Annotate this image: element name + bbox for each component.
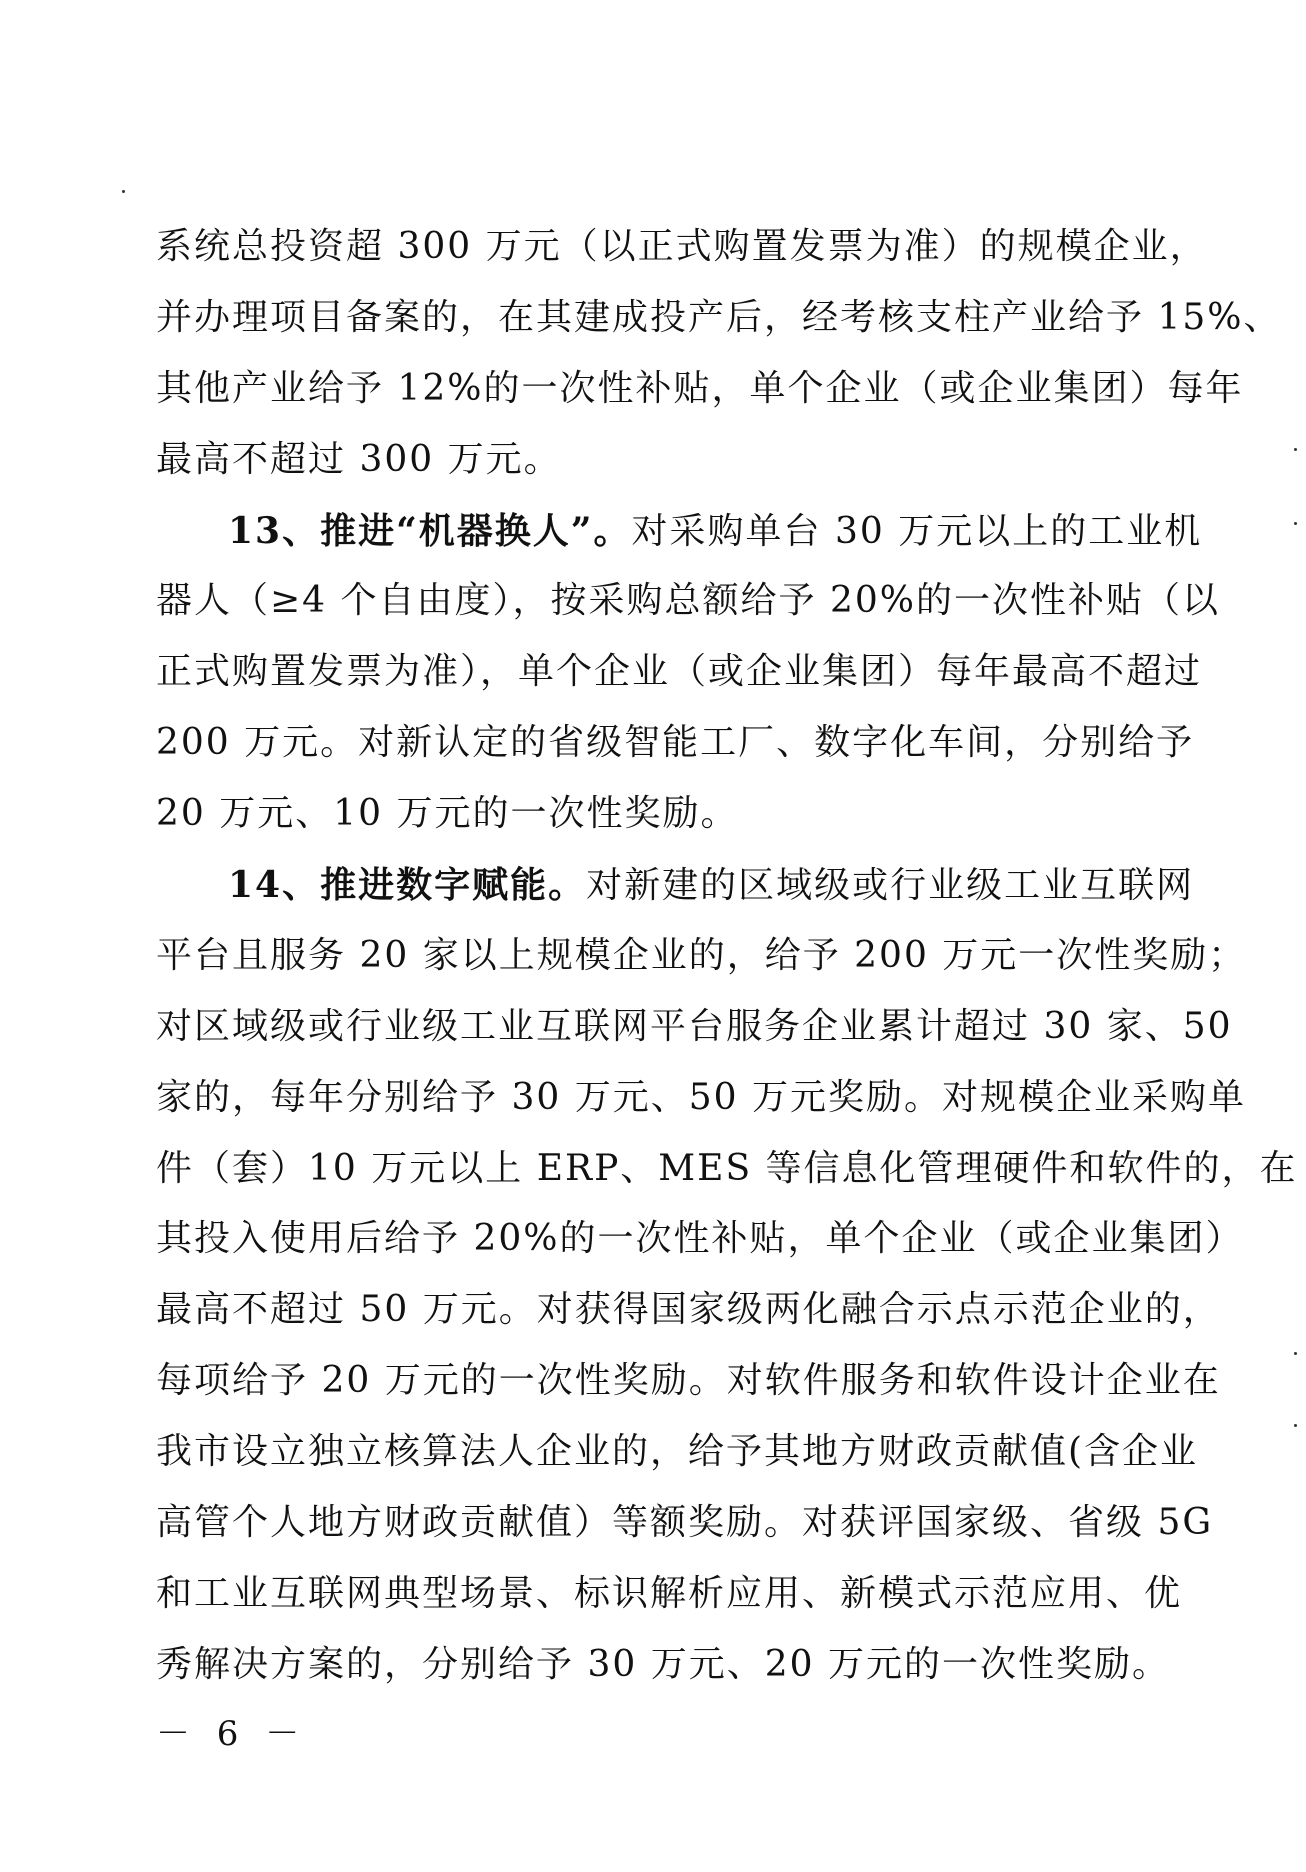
text-line: 高管个人地方财政贡献值）等额奖励。对获评国家级、省级 5G bbox=[156, 1502, 1214, 1544]
text-line: 平台且服务 20 家以上规模企业的，给予 200 万元一次性奖励； bbox=[156, 934, 1247, 976]
text-line: 20 万元、10 万元的一次性奖励。 bbox=[156, 793, 739, 835]
scan-speck bbox=[1294, 448, 1297, 451]
paragraph-14-first-line bbox=[156, 850, 1195, 921]
text-line: 我市设立独立核算法人企业的，给予其地方财政贡献值(含企业 bbox=[156, 1431, 1199, 1473]
text-line: 秀解决方案的，分别给予 30 万元、20 万元的一次性奖励。 bbox=[156, 1643, 1170, 1685]
paragraph-13-first-line bbox=[156, 496, 1203, 567]
text-line: 家的，每年分别给予 30 万元、50 万元奖励。对规模企业采购单 bbox=[156, 1076, 1246, 1118]
scan-speck bbox=[1294, 1352, 1297, 1355]
scan-speck bbox=[122, 190, 125, 193]
scan-speck bbox=[1294, 522, 1297, 525]
text-run: 对采购单台 30 万元以上的工业机 bbox=[631, 510, 1203, 552]
text-line: 最高不超过 50 万元。对获得国家级两化融合示点示范企业的， bbox=[156, 1289, 1221, 1331]
text-line: 每项给予 20 万元的一次性奖励。对软件服务和软件设计企业在 bbox=[156, 1360, 1221, 1402]
item-13-heading: 13、推进“机器换人”。 bbox=[228, 509, 632, 552]
scan-speck bbox=[1294, 1424, 1297, 1427]
text-line: 并办理项目备案的，在其建成投产后，经考核支柱产业给予 15%、 bbox=[156, 296, 1282, 338]
text-line: 对区域级或行业级工业互联网平台服务企业累计超过 30 家、50 bbox=[156, 1005, 1233, 1047]
text-line: 器人（≥4 个自由度），按采购总额给予 20%的一次性补贴（以 bbox=[156, 580, 1220, 622]
item-14-heading: 14、推进数字赋能。 bbox=[228, 864, 587, 907]
text-line: 件（套）10 万元以上 ERP、MES 等信息化管理硬件和软件的，在 bbox=[156, 1147, 1298, 1189]
text-line: 最高不超过 300 万元。 bbox=[156, 438, 562, 480]
text-line: 正式购置发票为准），单个企业（或企业集团）每年最高不超过 bbox=[156, 651, 1203, 693]
text-line: 其他产业给予 12%的一次性补贴，单个企业（或企业集团）每年 bbox=[156, 367, 1244, 409]
text-line: 200 万元。对新认定的省级智能工厂、数字化车间，分别给予 bbox=[156, 722, 1195, 764]
text-line: 系统总投资超 300 万元（以正式购置发票为准）的规模企业， bbox=[156, 226, 1208, 267]
text-line: 和工业互联网典型场景、标识解析应用、新模式示范应用、优 bbox=[156, 1572, 1183, 1614]
text-run: 对新建的区域级或行业级工业互联网 bbox=[586, 865, 1195, 907]
page-number: － 6 － bbox=[156, 1714, 308, 1754]
text-line: 其投入使用后给予 20%的一次性补贴，单个企业（或企业集团） bbox=[156, 1218, 1244, 1260]
body-text bbox=[156, 212, 1298, 1701]
